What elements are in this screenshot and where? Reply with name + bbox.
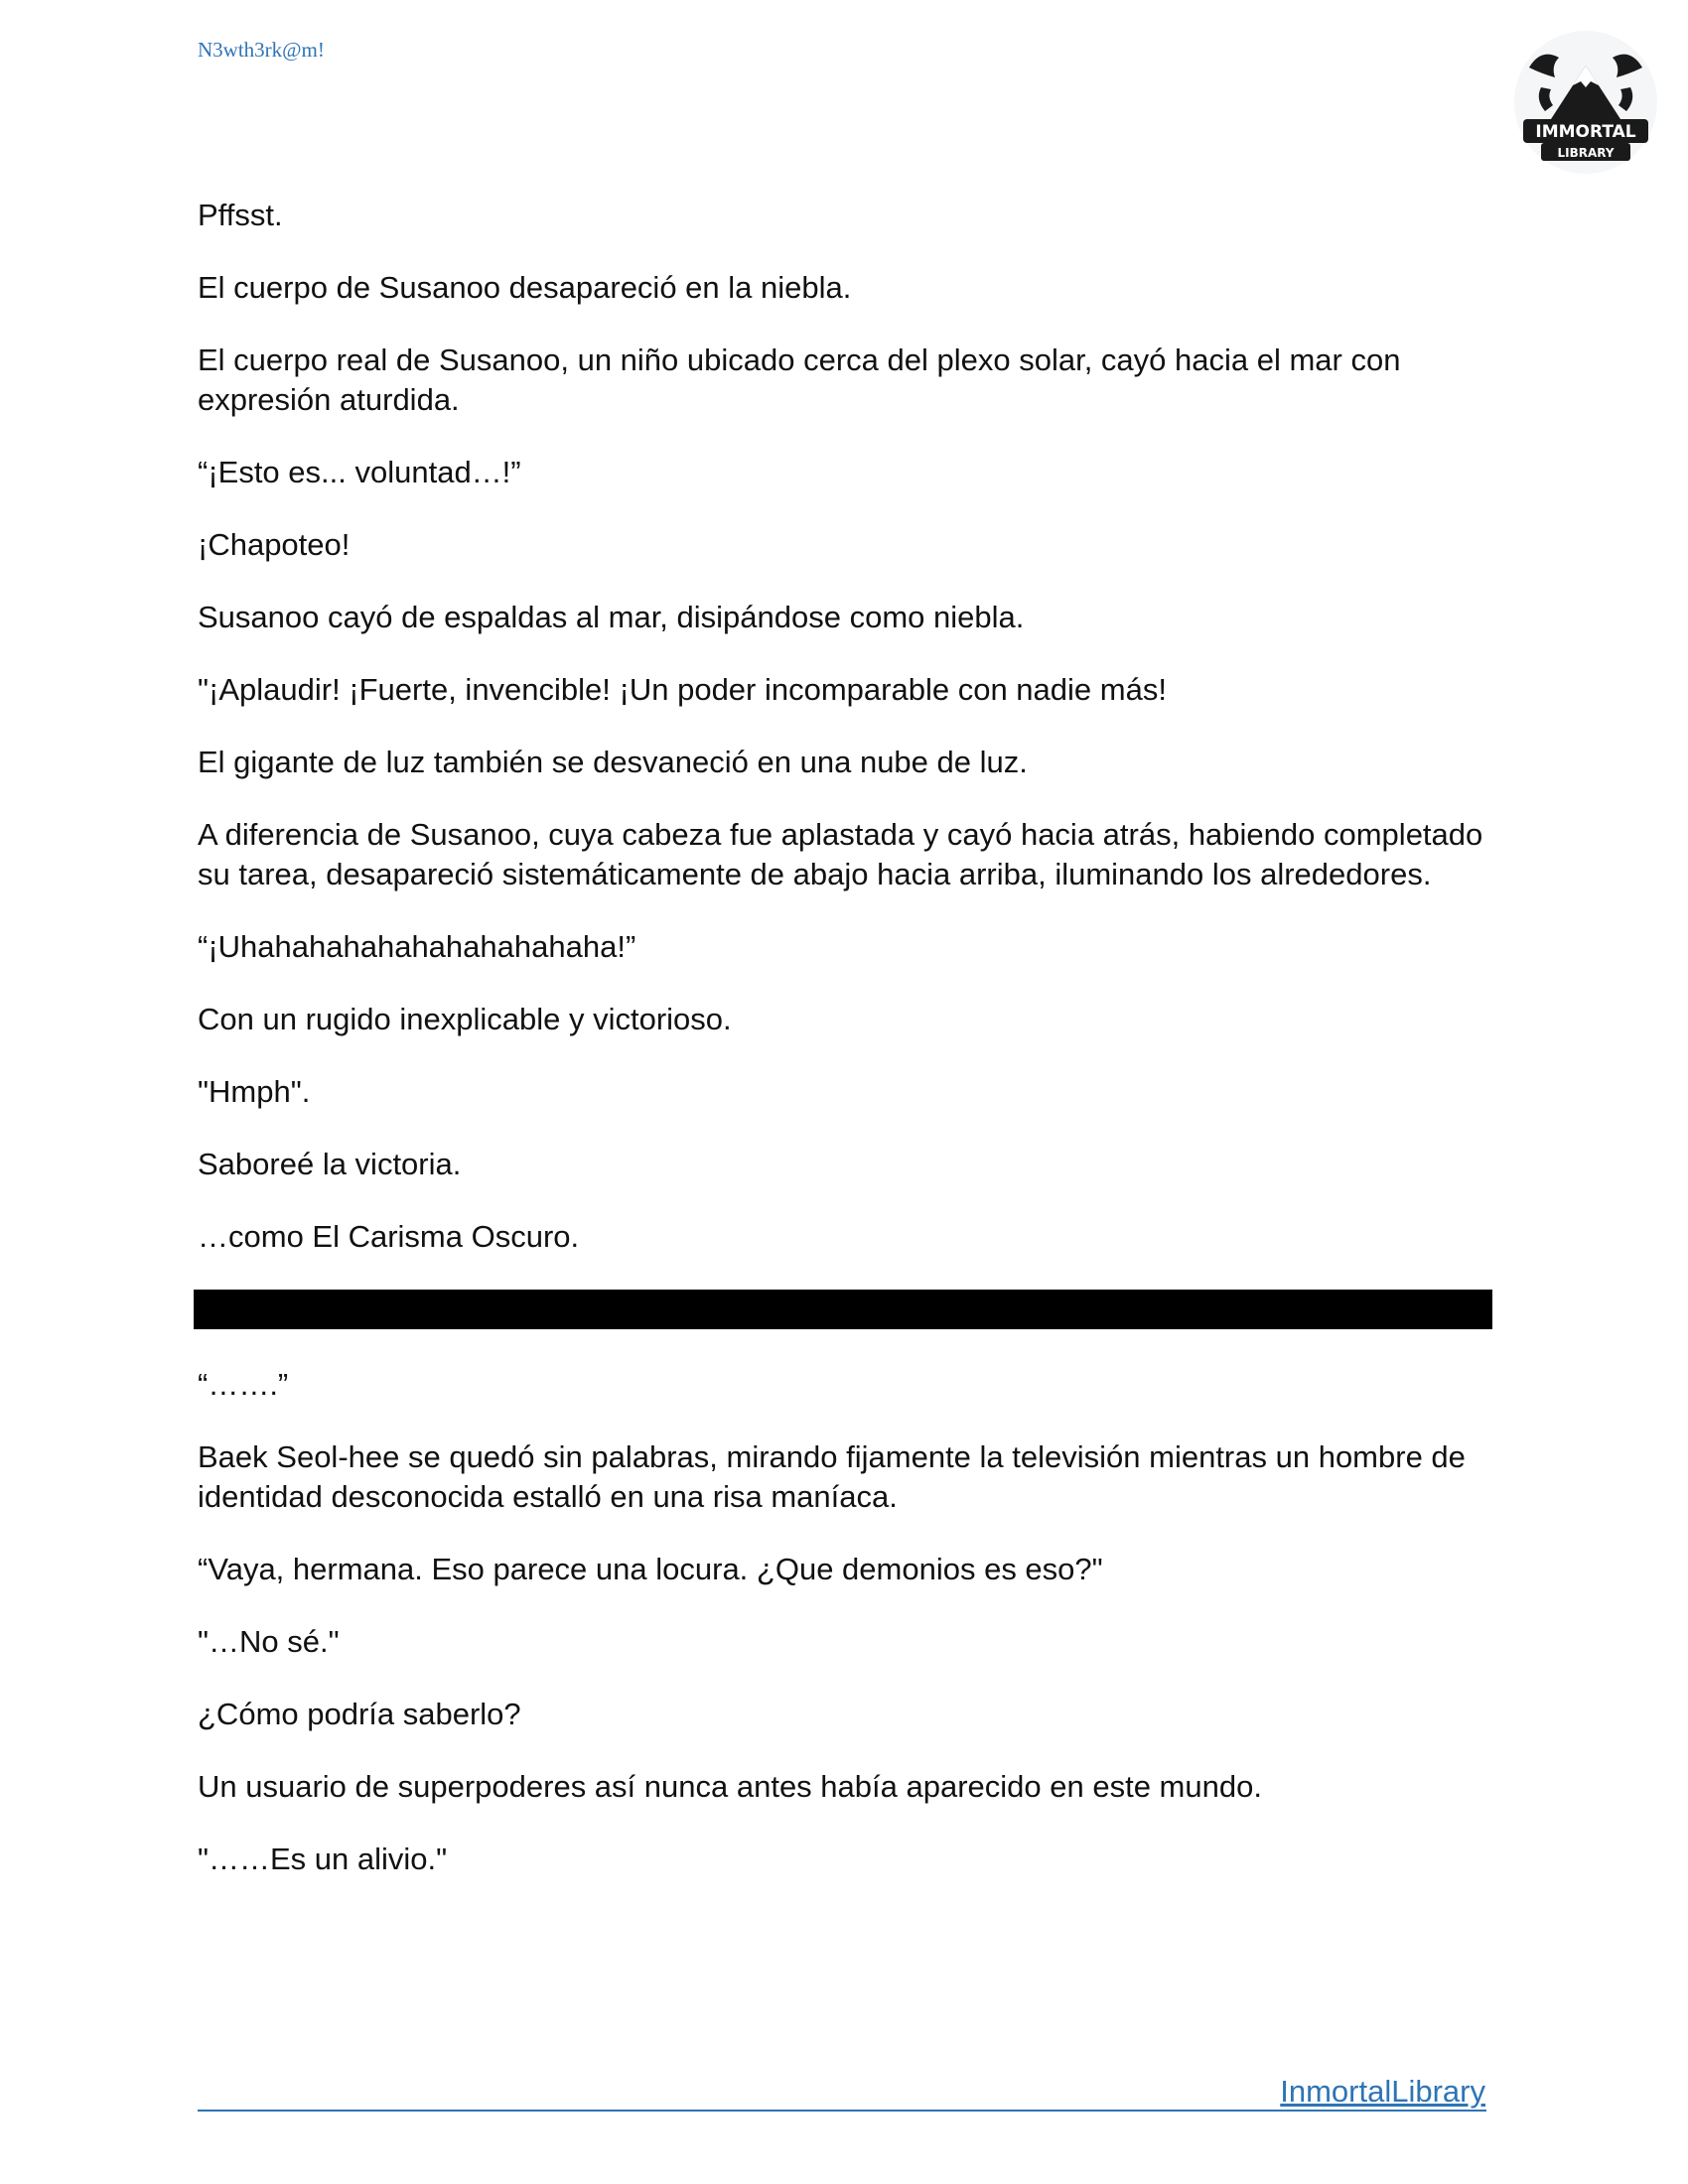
paragraph: Pffsst. bbox=[198, 198, 283, 232]
logo-bottom-text: LIBRARY bbox=[1557, 146, 1615, 160]
paragraph: "……Es un alivio." bbox=[198, 1842, 448, 1876]
paragraph: "Hmph". bbox=[198, 1074, 311, 1109]
paragraph: El cuerpo real de Susanoo, un niño ubicado cerca del plexo solar, cayó hacia el mar con expresión aturdida. bbox=[198, 342, 1401, 417]
paragraph: “Vaya, hermana. Eso parece una locura. ¿Que demonios es eso?" bbox=[198, 1552, 1103, 1586]
footer-link[interactable]: InmortalLibrary bbox=[1280, 2074, 1485, 2109]
section-after-separator bbox=[198, 1365, 1488, 1879]
paragraph: Con un rugido inexplicable y victorioso. bbox=[198, 1002, 732, 1036]
document-body bbox=[198, 196, 1488, 1912]
logo-top-text: IMMORTAL bbox=[1535, 122, 1636, 142]
paragraph: ¡Chapoteo! bbox=[198, 527, 351, 562]
paragraph: “¡Esto es... voluntad…!” bbox=[198, 455, 521, 489]
paragraph: ¿Cómo podría saberlo? bbox=[198, 1697, 521, 1731]
immortal-library-logo bbox=[1511, 28, 1660, 177]
section-before-separator bbox=[198, 196, 1488, 1257]
paragraph: El cuerpo de Susanoo desapareció en la niebla. bbox=[198, 270, 852, 305]
paragraph: Susanoo cayó de espaldas al mar, disipándose como niebla. bbox=[198, 600, 1025, 634]
paragraph: "…No sé." bbox=[198, 1624, 340, 1659]
paragraph: Saboreé la victoria. bbox=[198, 1147, 462, 1181]
paragraph: Un usuario de superpoderes así nunca antes había aparecido en este mundo. bbox=[198, 1769, 1262, 1804]
paragraph: …como El Carisma Oscuro. bbox=[198, 1219, 580, 1254]
paragraph: Baek Seol-hee se quedó sin palabras, mirando fijamente la televisión mientras un hombre de identidad desconocida estalló en una risa maníaca. bbox=[198, 1439, 1466, 1514]
paragraph: A diferencia de Susanoo, cuya cabeza fue aplastada y cayó hacia atrás, habiendo completado su tarea, desapareció sistemáticamente de abajo hacia arriba, iluminando los alrededores. bbox=[198, 817, 1483, 891]
paragraph: “¡Uhahahahahahahahahahaha!” bbox=[198, 929, 636, 964]
section-separator-bar bbox=[194, 1290, 1492, 1329]
paragraph: “…….” bbox=[198, 1367, 289, 1402]
header-code: N3wth3rk@m! bbox=[198, 38, 325, 62]
paragraph: El gigante de luz también se desvaneció en una nube de luz. bbox=[198, 745, 1028, 779]
paragraph: "¡Aplaudir! ¡Fuerte, invencible! ¡Un poder incomparable con nadie más! bbox=[198, 672, 1167, 707]
footer-rule bbox=[198, 2110, 1486, 2112]
